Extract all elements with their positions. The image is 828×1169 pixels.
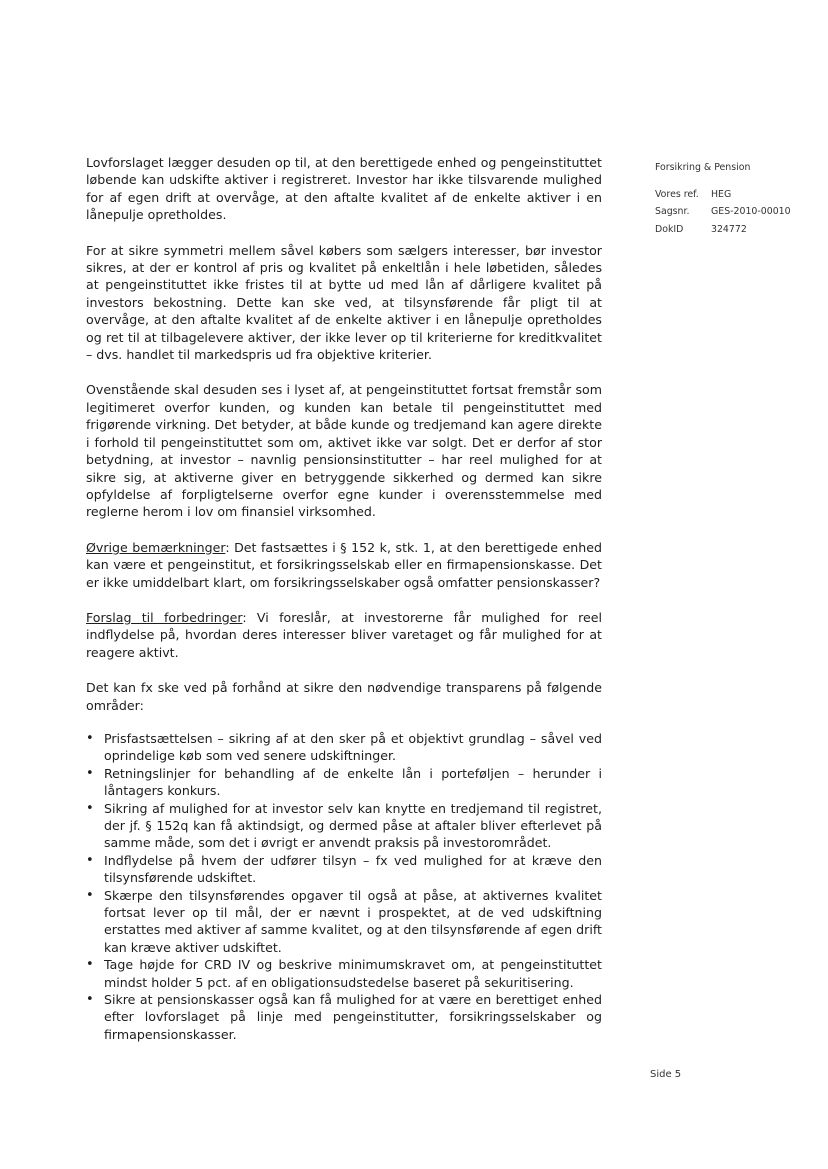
document-body [86, 154, 602, 1043]
meta-value: 324772 [711, 223, 747, 235]
meta-row-case-number [655, 203, 815, 221]
sender-sidebar [655, 159, 815, 238]
other-remarks-text: : Det fastsættes i § 152 k, stk. 1, at den berettigede enhed kan være et pengeinstitut, et forsikringsselskab eller en firmapensionskasse. Det er ikke umiddelbart klart, om forsikringsselskaber også omfatter pensionskasser? [86, 539, 603, 590]
improvement-proposals-heading: Forslag til forbedringer [86, 609, 243, 625]
meta-key: DokID [655, 223, 684, 235]
meta-key: Vores ref. [655, 188, 699, 200]
paragraph-other-remarks [86, 539, 602, 591]
improvement-proposals-text: : Vi foreslår, at investorerne får mulighed for reel indflydelse på, hvordan deres interesser bliver varetaget og får mulighed for at reagere aktivt. [86, 609, 602, 660]
paragraph-3: Ovenstående skal desuden ses i lyset af, at pengeinstituttet fortsat fremstår som legitimeret overfor kunden, og kunden kan betale til pengeinstituttet med frigørende virkning. Det betyder, at både kunde og tredjemand kan agere direkte i forhold til pengeinstituttet som om, aktivet ikke var solgt. Det er derfor af stor betydning, at investor – navnlig pensionsinstitutter – har reel mulighed for at sikre sig, at aktiverne giver en betryggende sikkerhed og dermed kan sikre opfyldelse af forpligtelserne overfor egne kunder i overensstemmelse med reglerne herom i lov om finansiel virksomhed. [86, 382, 602, 520]
meta-key: Sagsnr. [655, 206, 690, 217]
list-item: • Tage højde for CRD IV og beskrive minimumskravet om, at pengeinstituttet mindst holder 5 pct. af en obligationsudstedelse baseret på sekuritisering. [86, 956, 602, 991]
paragraph-2: For at sikre symmetri mellem såvel købers som sælgers interesser, bør investor sikres, at der er kontrol af pris og kvalitet på enkeltlån i hele løbetiden, således at pengeinstituttet ikke fristes til at bytte ud med lån af dårligere kvalitet på investors bekostning. Dette kan ske ved, at tilsynsførende får pligt til at overvåge, at den aftalte kvalitet af de enkelte aktiver i en lånepulje opretholdes og ret til at tilbagelevere aktiver, der ikke lever op til kriterierne for kreditkvalitet – dvs. handlet til markedspris ud fra objektive kriterier. [86, 242, 602, 363]
list-item: • Retningslinjer for behandling af de enkelte lån i porteføljen – herunder i låntagers konkurs. [86, 765, 602, 800]
page-number: Side 5 [650, 1069, 682, 1080]
meta-value: GES-2010-00010 [711, 206, 791, 217]
paragraph-transparency-intro: Det kan fx ske ved på forhånd at sikre den nødvendige transparens på følgende områder: [86, 680, 602, 713]
list-item: • Sikre at pensionskasser også kan få mulighed for at være en berettiget enhed efter lovforslaget på linje med pengeinstitutter, forsikringsselskaber og firmapensionskasser. [86, 991, 602, 1043]
paragraph-improvement-proposals [86, 609, 602, 661]
organization-name: Forsikring & Pension [655, 162, 751, 173]
meta-row-doc-id [655, 221, 815, 239]
meta-value: HEG [711, 188, 732, 200]
list-item: • Prisfastsættelsen – sikring af at den sker på et objektivt grundlag – såvel ved oprindelige køb som ved senere udskiftninger. [86, 730, 602, 765]
other-remarks-heading: Øvrige bemærkninger [86, 539, 226, 555]
paragraph-1: Lovforslaget lægger desuden op til, at den berettigede enhed og pengeinstituttet løbende kan udskifte aktiver i registreret. Investor har ikke tilsvarende mulighed for af egen drift at overvåge, at den aftalte kvalitet af de enkelte aktiver i en lånepulje opretholdes. [86, 155, 602, 223]
meta-row-reference [655, 186, 815, 204]
transparency-bullet-list [86, 730, 602, 1043]
list-item: • Indflydelse på hvem der udfører tilsyn – fx ved mulighed for at kræve den tilsynsførende udskiftet. [86, 852, 602, 887]
list-item: • Sikring af mulighed for at investor selv kan knytte en tredjemand til registret, der jf. § 152q kan få aktindsigt, og dermed påse at aftaler bliver efterlevet på samme måde, som det i øvrigt er anvendt praksis på investorområdet. [86, 800, 602, 852]
list-item: • Skærpe den tilsynsførendes opgaver til også at påse, at aktivernes kvalitet fortsat lever op til mål, der er nævnt i prospektet, at de ved udskiftning erstattes med aktiver af samme kvalitet, og at den tilsynsførende af egen drift kan kræve aktiver udskiftet. [86, 887, 602, 957]
